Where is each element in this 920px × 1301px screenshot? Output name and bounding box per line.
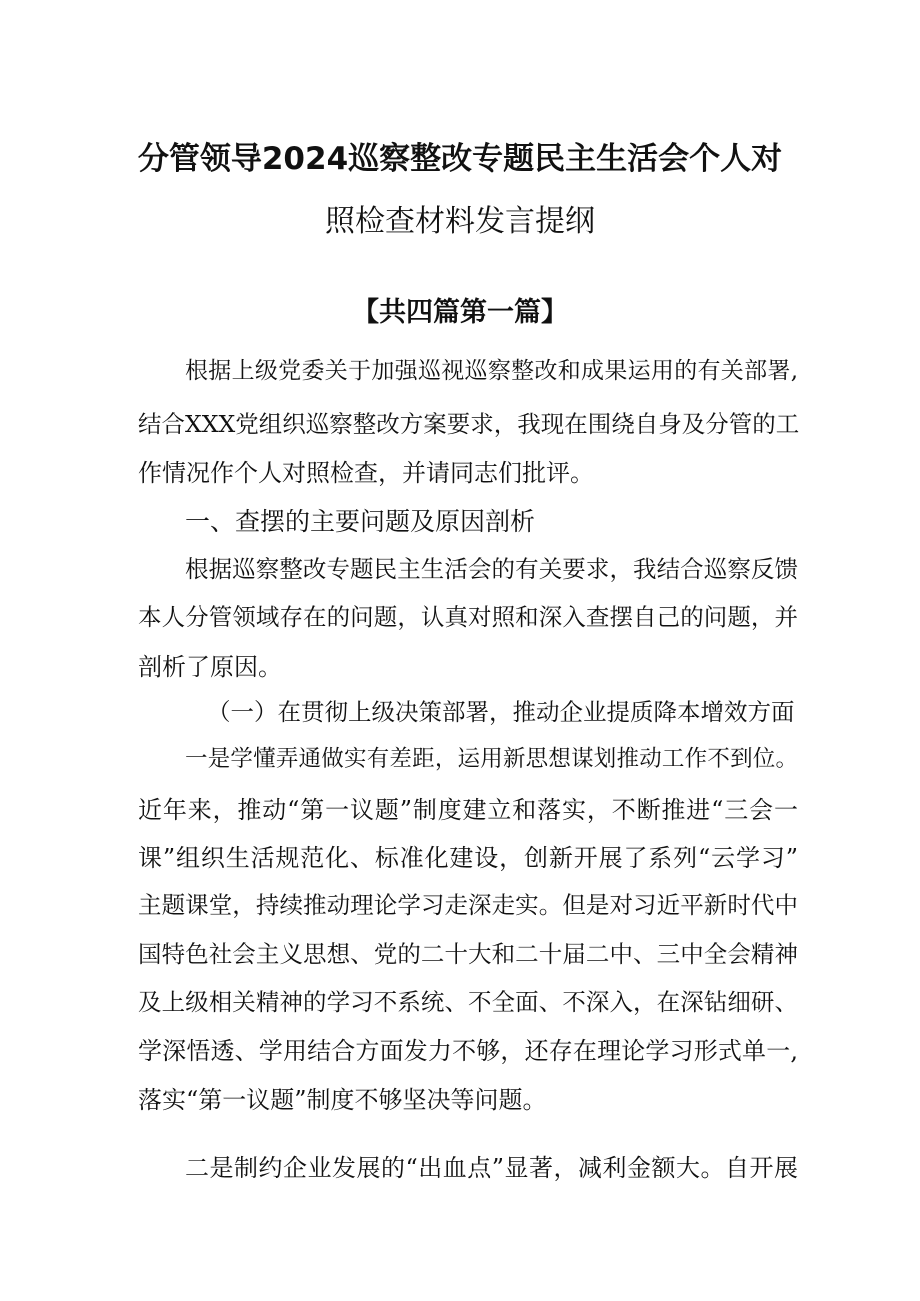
section-heading-1: 一、查摆的主要问题及原因剖析 [185, 507, 536, 536]
paragraph-3-line-2: 近年来，推动“第一议题”制度建立和落实，不断推进“三会一 [138, 796, 798, 824]
paragraph-2-line-1: 根据巡察整改专题民主生活会的有关要求，我结合巡察反馈 [185, 555, 798, 583]
document-title-line-2: 照检查材料发言提纲 [325, 204, 595, 239]
paragraph-1-line-1: 根据上级党委关于加强巡视巡察整改和成果运用的有关部署, [185, 358, 798, 384]
paragraph-3-line-6: 及上级相关精神的学习不系统、不全面、不深入，在深钻细研、 [138, 988, 798, 1016]
paragraph-1-line-2: 结合XXX党组织巡察整改方案要求，我现在围绕自身及分管的工 [138, 410, 800, 438]
document-subtitle: 【共四篇第一篇】 [352, 297, 568, 328]
paragraph-3-line-7: 学深悟透、学用结合方面发力不够，还存在理论学习形式单一, [138, 1037, 798, 1065]
paragraph-3-line-5: 国特色社会主义思想、党的二十大和二十届二中、三中全会精神 [138, 940, 798, 968]
paragraph-3-line-3: 课”组织生活规范化、标准化建设，创新开展了系列“云学习” [138, 844, 798, 872]
paragraph-4-line-1: 二是制约企业发展的“出血点”显著，减利金额大。自开展 [185, 1154, 798, 1182]
paragraph-2-line-2: 本人分管领域存在的问题，认真对照和深入查摆自己的问题，并 [138, 603, 798, 631]
subsection-heading-1: （一）在贯彻上级决策部署，推动企业提质降本增效方面 [207, 698, 795, 726]
document-title-line-1: 分管领导2024巡察整改专题民主生活会个人对 [137, 141, 783, 177]
paragraph-1-line-3: 作情况作个人对照检查，并请同志们批评。 [138, 459, 594, 487]
paragraph-3-line-4: 主题课堂，持续推动理论学习走深走实。但是对习近平新时代中 [138, 891, 798, 919]
paragraph-3-line-8: 落实“第一议题”制度不够坚决等问题。 [138, 1086, 547, 1114]
paragraph-2-line-3: 剖析了原因。 [138, 653, 282, 681]
paragraph-3-line-1: 一是学懂弄通做实有差距，运用新思想谋划推动工作不到位。 [185, 746, 798, 772]
